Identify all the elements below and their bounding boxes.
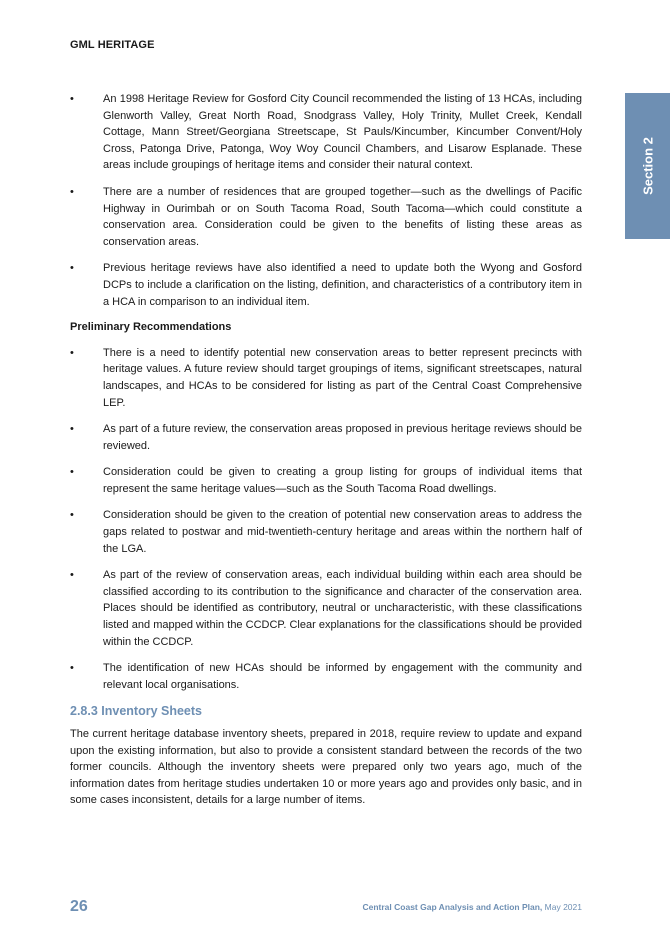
bullet-item [70,421,582,454]
intro-bullet-list [70,91,582,310]
bullet-item [70,507,582,557]
bullet-item [70,91,582,174]
inventory-paragraph: The current heritage database inventory sheets, prepared in 2018, require review to update and expand upon the existing information, but also to provide a consistent standard between the records of the two former councils. Although the inventory sheets were prepared only two years ago, much of the information dates from heritage studies undertaken 10 or more years ago and provides only basic, and in some cases inconsistent, details for a large number of items. [70,728,582,807]
bullet-item [70,567,582,650]
bullet-text: The identification of new HCAs should be informed by engagement with the community and relevant local organisations. [103,662,582,691]
section-tab [625,93,670,239]
bullet-icon: • [70,93,74,105]
recommendations-heading: Preliminary Recommendations [70,321,232,334]
bullet-icon: • [70,662,74,675]
bullet-icon: • [70,569,74,582]
bullet-text: As part of a future review, the conservation areas proposed in previous heritage reviews should be reviewed. [103,423,582,452]
document-header: GML HERITAGE [70,39,155,51]
bullet-item [70,184,582,250]
footer-doc-date: May 2021 [542,902,582,912]
bullet-icon: • [70,509,74,522]
page-content [70,91,582,809]
bullet-text: Consideration could be given to creating a group listing for groups of individual items that represent the same heritage values—such as the South Tacoma Road dwellings. [103,466,582,495]
bullet-item [70,260,582,310]
bullet-icon: • [70,185,74,198]
bullet-text: Consideration should be given to the creation of potential new conservation areas to address the gaps related to postwar and mid-twentieth-century heritage and areas within the northern half of the LGA. [103,509,582,555]
bullet-text: An 1998 Heritage Review for Gosford City Council recommended the listing of 13 HCAs, including Glenworth Valley, Great North Road, Snodgrass Valley, Holy Trinity, Mullet Creek, Kendall Cottage, Mann Street/Georgiana Streetscape, St Pauls/Kincumber, Kincumber Convent/Holy Cross, Patonga Drive, Patonga, Woy Woy Council Chambers, and Lisarow Esplanade. These areas include groupings of heritage items and consider their natural context. [103,93,582,172]
bullet-icon: • [70,346,74,359]
bullet-icon: • [70,423,74,436]
bullet-icon: • [70,262,74,275]
bullet-text: There is a need to identify potential new conservation areas to better represent precincts with heritage values. A future review should target groupings of items, significant streetscapes, natural landscapes, and HCAs to be considered for listing as part of the Central Coast Comprehensive LEP. [103,346,582,409]
page-number: 26 [70,898,88,915]
footer-document-title [362,902,582,912]
bullet-item [70,464,582,497]
section-tab-label: Section 2 [640,137,655,195]
bullet-text: As part of the review of conservation areas, each individual building within each area should be classified according to its contribution to the significance and character of the conservation area. Places should be identified as contributory, neutral or uncharacteristic, with these classifications listed and mapped within the CCDCP. Clear explanations for the classifications should be provided within the CCDCP. [103,569,582,648]
inventory-section-heading: 2.8.3 Inventory Sheets [70,704,203,719]
bullet-icon: • [70,466,74,479]
recommendations-bullet-list [70,345,582,694]
bullet-item [70,660,582,693]
bullet-item [70,345,582,411]
footer-doc-title: Central Coast Gap Analysis and Action Plan, [362,902,543,912]
bullet-text: Previous heritage reviews have also identified a need to update both the Wyong and Gosford DCPs to include a clarification on the listing, definition, and characteristics of a contributory item in a HCA in comparison to an individual item. [103,262,582,308]
bullet-text: There are a number of residences that are grouped together—such as the dwellings of Pacific Highway in Ourimbah or on South Tacoma Road, South Tacoma—which could constitute a conservation area. Consideration could be given to the benefits of listing these areas as conservation areas. [103,185,582,248]
